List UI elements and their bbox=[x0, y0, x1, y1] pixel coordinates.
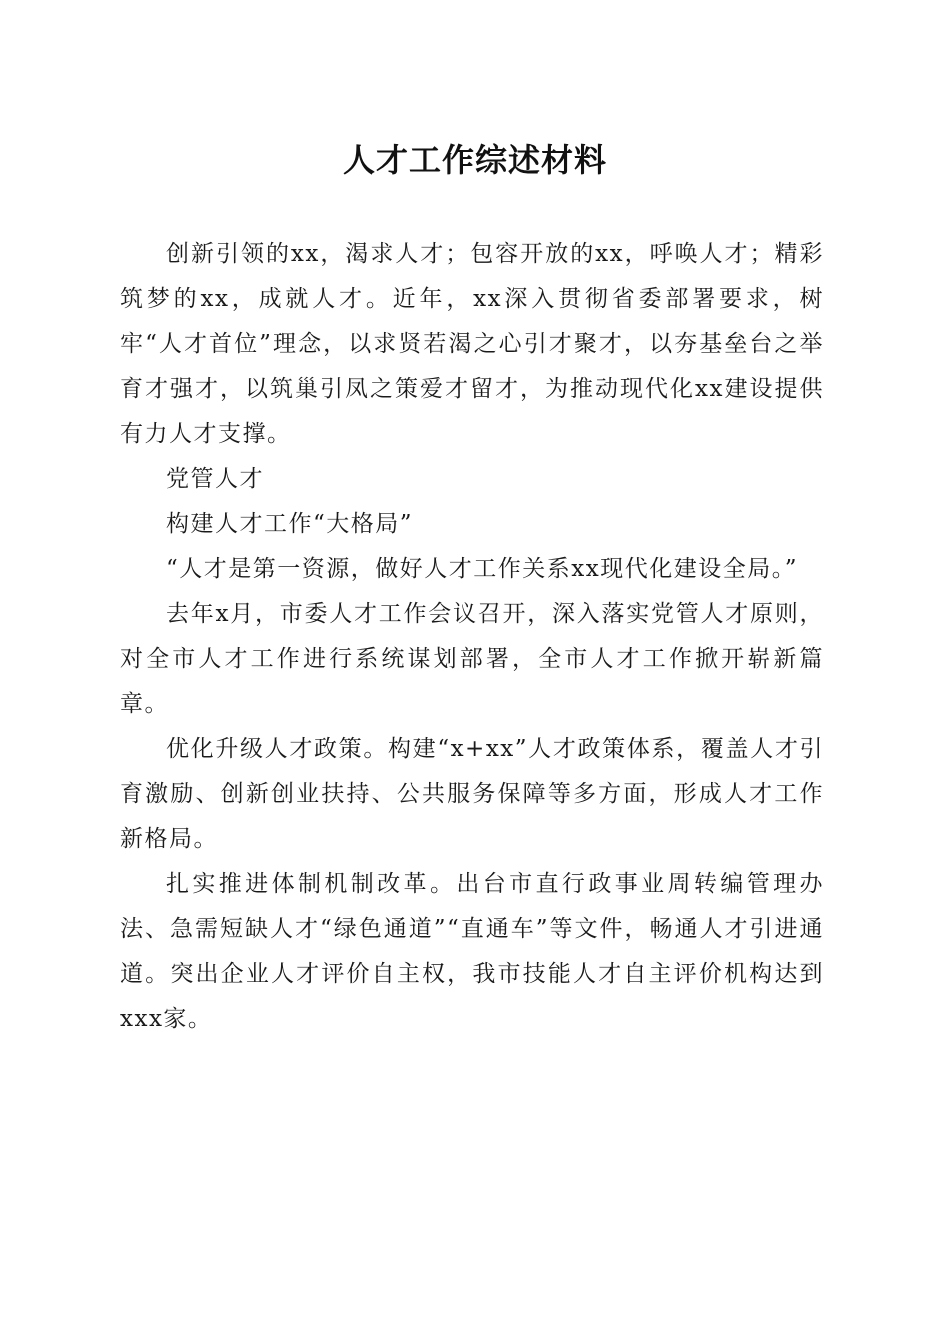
paragraph-reform: 扎实推进体制机制改革。出台市直行政事业周转编管理办法、急需短缺人才“绿色通道”“直通车”等文件，畅通人才引进通道。突出企业人才评价自主权，我市技能人才自主评价机构达到xxx家。 bbox=[120, 871, 824, 1032]
document-title: 人才工作综述材料 bbox=[342, 141, 607, 179]
paragraph-policy: 优化升级人才政策。构建“x+xx”人才政策体系，覆盖人才引育激励、创新创业扶持、公共服务保障等多方面，形成人才工作新格局。 bbox=[120, 736, 824, 852]
paragraph-intro: 创新引领的xx，渴求人才；包容开放的xx，呼唤人才；精彩筑梦的xx，成就人才。近年，xx深入贯彻省委部署要求，树牢“人才首位”理念，以求贤若渴之心引才聚才，以夯基垒台之举育才强才，以筑巢引凤之策爱才留才，为推动现代化xx建设提供有力人才支撑。 bbox=[120, 241, 824, 447]
paragraph-meeting: 去年x月，市委人才工作会议召开，深入落实党管人才原则，对全市人才工作进行系统谋划部署，全市人才工作掀开崭新篇章。 bbox=[120, 601, 824, 717]
section-heading: 党管人才 bbox=[166, 466, 264, 492]
section-subheading: 构建人才工作“大格局” bbox=[166, 511, 414, 537]
paragraph-quote: “人才是第一资源，做好人才工作关系xx现代化建设全局。” bbox=[166, 556, 798, 582]
document-body bbox=[120, 232, 824, 1042]
